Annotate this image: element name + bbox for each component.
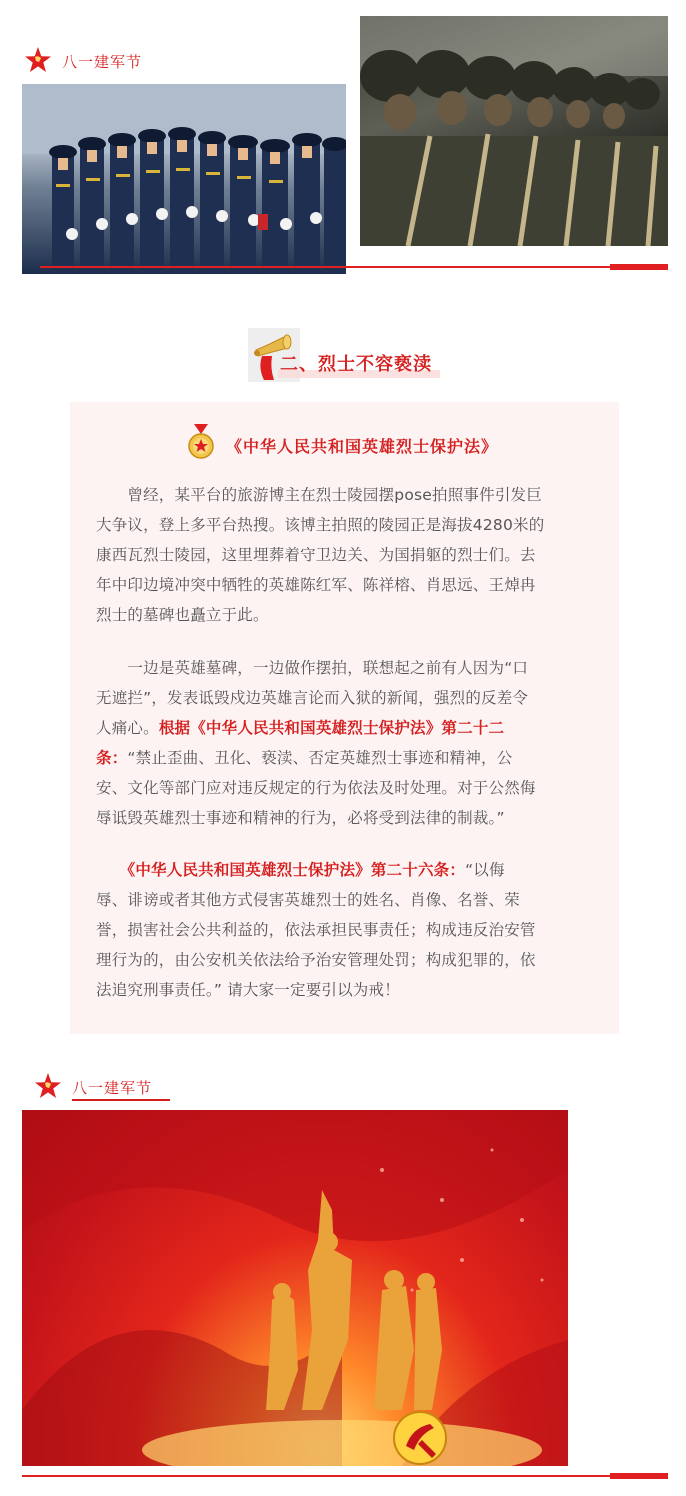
law-citation: 根据《中华人民共和国英雄烈士保护法》第二十二 (158, 719, 505, 737)
medal-icon (186, 424, 216, 460)
star-badge-icon (24, 46, 52, 74)
paragraph-line: 辱、诽谤或者其他方式侵害英雄烈士的姓名、肖像、名誉、荣 (96, 891, 520, 909)
paragraph-line: 一边是英雄墓碑，一边做作摆拍，联想起之前有人因为“口 (96, 659, 529, 677)
divider-line (40, 266, 610, 268)
paragraph-text: “禁止歪曲、丑化、亵渎、否定英雄烈士事迹和精神，公 (127, 749, 513, 767)
paragraph-line: 康西瓦烈士陵园，这里埋葬着守卫边关、为国捐躯的烈士们。去 (96, 546, 536, 564)
paragraph-line: 誉，损害社会公共利益的，依法承担民事责任；构成违反治安管 (96, 921, 536, 939)
paragraph-line: 无遮拦”，发表诋毁戍边英雄言论而入狱的新闻，强烈的反差令 (96, 689, 529, 707)
paragraph-line: 辱诋毁英雄烈士事迹和精神的行为，必将受到法律的制裁。” (96, 809, 505, 827)
divider-accent (610, 264, 668, 270)
star-badge-icon (34, 1072, 62, 1100)
divider-line (22, 1475, 610, 1477)
section-title: 二、烈士不容亵渎 (280, 354, 432, 375)
army-day-label: 八一建军节 (62, 53, 143, 71)
soldiers-in-formation-photo (360, 16, 668, 246)
paragraph-text: 人痛心。 (96, 719, 159, 737)
paragraph-2 (96, 653, 596, 833)
law-citation: 条： (96, 749, 128, 767)
paragraph-3 (96, 855, 596, 1005)
paragraph-line (96, 713, 596, 743)
paragraph-text: “以侮 (465, 861, 505, 879)
law-title: 《中华人民共和国英雄烈士保护法》 (226, 437, 499, 456)
paragraph-line: 理行为的，由公安机关依法给予治安管理处罚；构成犯罪的，依 (96, 951, 536, 969)
paragraph-line: 曾经，某平台的旅游博主在烈士陵园摆pose拍照事件引发巨 (96, 486, 542, 504)
label-underline (72, 1099, 170, 1101)
paragraph-line (96, 743, 596, 773)
honor-guard-parade-photo (22, 84, 346, 274)
divider-accent (610, 1473, 668, 1479)
army-day-label: 八一建军节 (72, 1079, 153, 1097)
paragraph-line: 安、文化等部门应对违反规定的行为依法及时处理。对于公然侮 (96, 779, 536, 797)
law-citation: 《中华人民共和国英雄烈士保护法》第二十六条： (96, 861, 466, 879)
paragraph-line: 大争议，登上多平台热搜。该博主拍照的陵园正是海拔4280米的 (96, 516, 545, 534)
paragraph-1 (96, 480, 596, 630)
paragraph-line (96, 855, 596, 885)
paragraph-line: 年中印边境冲突中牺牲的英雄陈红军、陈祥榕、肖思远、王焯冉 (96, 576, 536, 594)
revolutionary-statue-poster (22, 1110, 568, 1466)
paragraph-line: 烈士的墓碑也矗立于此。 (96, 606, 269, 624)
paragraph-line: 法追究刑事责任。” 请大家一定要引以为戒！ (96, 981, 400, 999)
